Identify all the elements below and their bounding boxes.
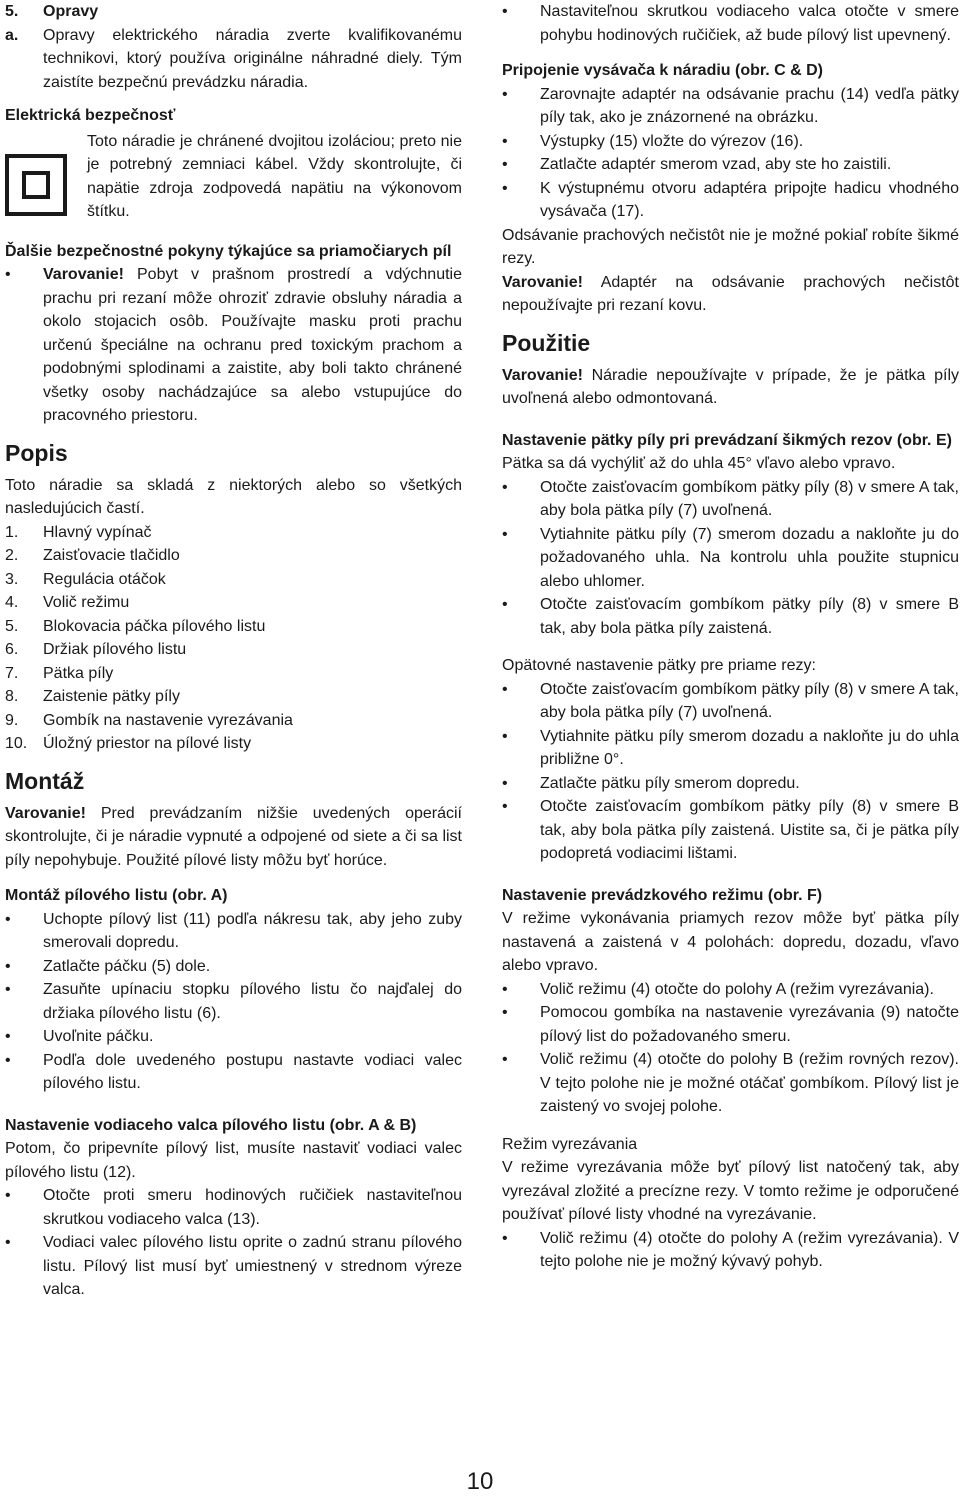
vacuum-list xyxy=(502,83,959,224)
description-heading: Popis xyxy=(5,439,68,466)
list-item: 1. Hlavný vypínač xyxy=(5,523,152,541)
list-item: • Otočte proti smeru hodinových ručičiek nastaviteľnou skrutkou vodiaceho valca (13). xyxy=(5,1184,462,1231)
list-item: • Volič režimu (4) otočte do polohy B (režim rovných rezov). V tejto polohe nie je možné otáčať gombíkom. Pílový list je zaistený vo svojej polohe. xyxy=(502,1048,959,1119)
list-item: • Zatlačte adaptér smerom vzad, aby ste ho zaistili. xyxy=(502,153,959,177)
list-item: • Nastaviteľnou skrutkou vodiaceho valca otočte v smere pohybu hodinových ručičiek, až bude pílový list upevnený. xyxy=(502,0,959,47)
vacuum-warning xyxy=(502,271,959,318)
scroll-mode-intro: V režime vyrezávania môže byť pílový list natočený tak, aby vyrezával zložité a precízne rezy. V tomto režime je odporučené používať pílové listy vhodné na vyrezávanie. xyxy=(502,1159,959,1223)
list-item: • Pomocou gombíka na nastavenie vyrezávania (9) natočte pílový list do požadovaného smeru. xyxy=(502,1001,959,1048)
list-item: 4. Volič režimu xyxy=(5,594,130,611)
list-item: • Vytiahnite pätku píly smerom dozadu a nakloňte ju do uhla približne 0°. xyxy=(502,725,959,772)
electrical-safety-block xyxy=(5,130,462,226)
list-item: • Zatlačte páčku (5) dole. xyxy=(5,955,462,979)
list-item: • Otočte zaisťovacím gombíkom pätky píly (8) v smere B tak, aby bola pätka píly zaistená. xyxy=(502,593,959,640)
double-insulation-icon xyxy=(5,154,77,226)
list-item: 9. Gombík na nastavenie vyrezávania xyxy=(5,711,293,729)
warning-text: Adaptér na odsávanie prachových nečistôt nepoužívajte pri rezaní kovu. xyxy=(502,273,959,314)
vacuum-note: Odsávanie prachových nečistôt nie je možné pokiaľ robíte šikmé rezy. xyxy=(502,226,959,267)
repairs-text: Opravy elektrického náradia zverte kvalifikovanému technikovi, ktorý používa originálne náhradné diely. Tým zaistíte bezpečnú prevádzku náradia. xyxy=(43,26,462,91)
blade-mount-list xyxy=(5,908,462,1096)
repairs-item xyxy=(5,24,462,95)
description-intro: Toto náradie sa skladá z niektorých alebo so všetkých nasledujúcich častí. xyxy=(5,476,462,517)
warning-text: Pobyt v prašnom prostredí a vdýchnutie prachu pri rezaní môže ohroziť zdravie obsluhy náradia a okolo stojacich osôb. Používajte masku proti prachu určenú špeciálne na ochranu pred toxickým prachom a podobnými splodinami a zaistite, aby boli takto chránené všetky osoby nachádzajúce sa alebo vstupujúce do pracovného priestoru. xyxy=(43,266,462,424)
list-item: 7. Pätka píly xyxy=(5,664,114,682)
list-item: • Otočte zaisťovacím gombíkom pätky píly (8) v smere B tak, aby bola pätka píly zaistená. Uistite sa, či je pätka píly podopretá vodiacimi lištami. xyxy=(502,795,959,866)
list-item xyxy=(5,263,462,428)
use-heading: Použitie xyxy=(502,329,591,356)
list-item: • Výstupky (15) vložte do výrezov (16). xyxy=(502,130,959,154)
warning-label: Varovanie! xyxy=(43,266,124,283)
bevel-intro: Pätka sa dá vychýliť až do uhla 45° vľavo alebo vpravo. xyxy=(502,455,896,472)
reset-intro: Opätovné nastavenie pätky pre priame rezy: xyxy=(502,657,816,674)
list-item: 2. Zaisťovacie tlačidlo xyxy=(5,547,180,564)
mode-list xyxy=(502,978,959,1119)
list-item: • Vytiahnite pätku píly (7) smerom dozadu a nakloňte ju do požadovaného uhla. Na kontrolu uhla použite stupnicu alebo uhlomer. xyxy=(502,523,959,594)
mode-intro: V režime vykonávania priamych rezov môže byť pätka píly nastavená a zaistená v 4 polohách: dopredu, dozadu, vľavo alebo vpravo. xyxy=(502,910,959,974)
repairs-letter: a. xyxy=(5,26,19,44)
warning-text: Pred prevádzaním nižšie uvedených operácií skontrolujte, či je náradie vypnuté a odpojené od siete a či sa list píly nepohybuje. Použité pílové listy môžu byť horúce. xyxy=(5,804,462,869)
list-item: 5. Blokovacia páčka pílového listu xyxy=(5,617,266,635)
warning-text: Náradie nepoužívajte v prípade, že je pätka píly uvoľnená alebo odmontovaná. xyxy=(502,366,959,407)
parts-list xyxy=(5,521,462,756)
list-item: • Volič režimu (4) otočte do polohy A (režim vyrezávania). V tejto polohe nie je možný kývavý pohyb. xyxy=(502,1227,959,1274)
guide-roller-intro: Potom, čo pripevníte pílový list, musíte nastaviť vodiaci valec pílového listu (12). xyxy=(5,1140,462,1181)
list-item: 3. Regulácia otáčok xyxy=(5,570,166,588)
repairs-number: 5. xyxy=(5,3,19,20)
list-item: • Otočte zaisťovacím gombíkom pätky píly (8) v smere A tak, aby bola pätka píly (7) uvoľnená. xyxy=(502,678,959,725)
list-item: • Uchopte pílový list (11) podľa nákresu tak, aby jeho zuby smerovali dopredu. xyxy=(5,908,462,955)
left-column xyxy=(5,0,462,1302)
list-item: • Uvoľnite páčku. xyxy=(5,1025,462,1049)
page-number: 10 xyxy=(466,1468,494,1495)
list-item: • Zarovnajte adaptér na odsávanie prachu (14) vedľa pätky píly tak, ako je znázornené na obrázku. xyxy=(502,83,959,130)
list-item: • Otočte zaisťovacím gombíkom pätky píly (8) v smere A tak, aby bola pätka píly (7) uvoľnená. xyxy=(502,476,959,523)
use-warning xyxy=(502,364,959,411)
guide-roller-list xyxy=(5,1184,462,1302)
warning-label: Varovanie! xyxy=(502,273,583,291)
guide-roller-heading: Nastavenie vodiaceho valca pílového listu (obr. A & B) xyxy=(5,1116,417,1134)
electrical-safety-heading: Elektrická bezpečnosť xyxy=(5,107,176,124)
additional-safety-heading: Ďalšie bezpečnostné pokyny týkajúce sa priamočiarych píl xyxy=(5,242,452,260)
additional-safety-list xyxy=(5,263,462,428)
scroll-mode-heading: Režim vyrezávania xyxy=(502,1135,638,1153)
mode-heading: Nastavenie prevádzkového režimu (obr. F) xyxy=(502,886,823,904)
assembly-heading: Montáž xyxy=(5,767,85,794)
bevel-list xyxy=(502,476,959,641)
guide-roller-continued-list xyxy=(502,0,959,47)
bevel-heading: Nastavenie pätky píly pri prevádzaní šikmých rezov (obr. E) xyxy=(502,431,952,449)
right-column xyxy=(502,0,959,1274)
list-item: 8. Zaistenie pätky píly xyxy=(5,688,180,705)
electrical-safety-text: Toto náradie je chránené dvojitou izoláciou; preto nie je potrebný zemniaci kábel. Vždy skontrolujte, či napätie zdroja zodpovedá napätiu na výkonovom štítku. xyxy=(87,132,462,220)
blade-mount-heading: Montáž pílového listu (obr. A) xyxy=(5,887,228,904)
list-item: • Volič režimu (4) otočte do polohy A (režim vyrezávania). xyxy=(502,978,959,1002)
list-item: • Zasuňte upínaciu stopku pílového listu čo najďalej do držiaka pílového listu (6). xyxy=(5,978,462,1025)
list-item: • Zatlačte pätku píly smerom dopredu. xyxy=(502,772,959,796)
repairs-heading: Opravy xyxy=(43,3,99,20)
vacuum-heading: Pripojenie vysávača k náradiu (obr. C & D) xyxy=(502,62,823,79)
warning-label: Varovanie! xyxy=(5,804,86,822)
list-item: • Podľa dole uvedeného postupu nastavte vodiaci valec pílového listu. xyxy=(5,1049,462,1096)
list-item: 10. Úložný priestor na pílové listy xyxy=(5,735,252,752)
list-item: • K výstupnému otvoru adaptéra pripojte hadicu vhodného vysávača (17). xyxy=(502,177,959,224)
scroll-mode-list xyxy=(502,1227,959,1274)
warning-label: Varovanie! xyxy=(502,366,583,384)
list-item: 6. Držiak pílového listu xyxy=(5,641,187,658)
reset-list xyxy=(502,678,959,866)
repairs-heading-row xyxy=(5,0,462,24)
assembly-warning xyxy=(5,802,462,873)
list-item: • Vodiaci valec pílového listu oprite o zadnú stranu pílového listu. Pílový list musí byť umiestnený v strednom výreze valca. xyxy=(5,1231,462,1302)
